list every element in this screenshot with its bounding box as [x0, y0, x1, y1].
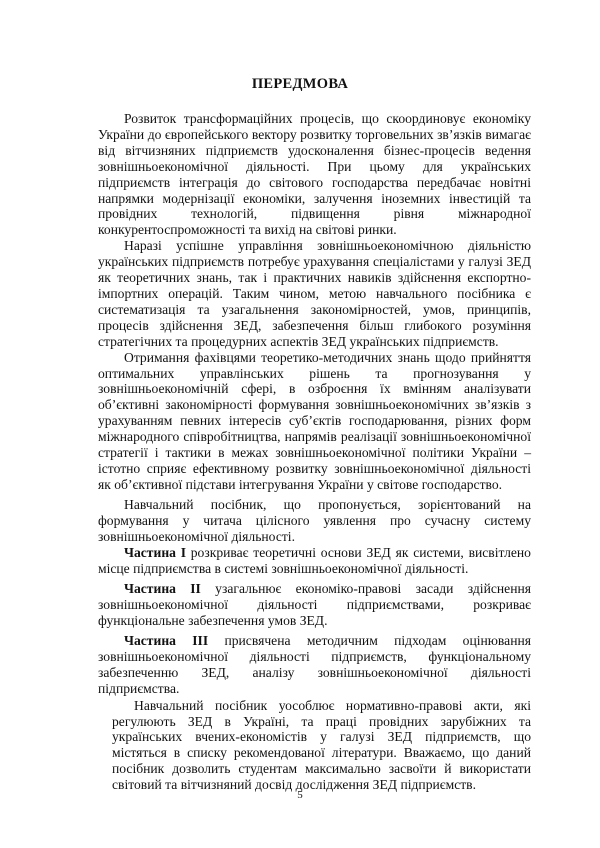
- paragraph-literature: Навчальний посібник уособлює нормативно-правові акти, які регулюють ЗЕД в Україні, та праці провідних зарубіжних та українських вчених-економістів у галузі ЗЕД підприємств, що містяться в списку рекомендованої літератури. Вважаємо, що даний посібник дозволить студентам максимально засвоїти й використати світовий та вітчизняний досвід дослідження ЗЕД підприємств.: [112, 697, 531, 793]
- preface-body: [98, 111, 531, 793]
- part-1-text: розкриває теоретичні основи ЗЕД як системи, висвітлено місце підприємства в системі зовнішньоекономічної діяльності.: [98, 545, 531, 577]
- paragraph-part-2: [98, 581, 531, 629]
- page-number: 5: [297, 789, 303, 801]
- paragraph-management: Наразі успішне управління зовнішньоекономічною діяльністю українських підприємств потребує урахування спеціалістами у галузі ЗЕД як теоретичних знань, так і практичних навиків здійснення експортно-імпортних операцій. Таким чином, метою навчального посібника є систематизація та узагальнення закономірностей, умов, принципів, процесів здійснення ЗЕД, забезпечення більш глибокого розуміння стратегічних та процедурних аспектів ЗЕД українських підприємств.: [98, 238, 531, 349]
- paragraph-part-1: [98, 545, 531, 577]
- paragraph-knowledge: Отримання фахівцями теоретико-методичних знань щодо прийняття оптимальних управлінських рішень та прогнозування у зовнішньоекономічній сфері, в озброєння їх вмінням аналізувати об’єктивні закономірності формування зовнішньоекономічних зв’язків з урахуванням певних інтересів суб’єктів господарювання, різних форм міжнародного співробітництва, напрямів реалізації зовнішньоекономічної стратегії і тактики в межах зовнішньоекономічної політики України – істотно сприяє ефективному розвитку зовнішньоекономічної діяльності як об’єктивної підстави інтегрування України у світове господарство.: [98, 349, 531, 492]
- paragraph-purpose: Навчальний посібник, що пропонується, зорієнтований на формування у читача цілісного уявлення про сучасну систему зовнішньоекономічної діяльності.: [98, 496, 531, 544]
- paragraph-part-3: [98, 633, 531, 697]
- part-1-label: Частина І: [124, 545, 186, 561]
- page-title: ПЕРЕДМОВА: [251, 76, 349, 92]
- part-3-label: Частина ІІІ: [124, 633, 209, 648]
- paragraph-intro: Розвиток трансформаційних процесів, що скоординовує економіку України до європейського вектору розвитку торговельних зв’язків вимагає від вітчизняних підприємств удосконалення бізнес-процесів ведення зовнішньоекономічної діяльності. При цьому для українських підприємств інтеграція до світового господарства передбачає новітні напрямки модернізації економіки, залучення іноземних інвестицій та провідних технологій, підвищення рівня міжнародної конкурентоспроможності та вихід на світові ринки.: [98, 111, 531, 238]
- part-2-label: Частина ІІ: [124, 581, 201, 597]
- part-2-text: узагальнює економіко-правові засади здійснення зовнішньоекономічної діяльності підприємствами, розкриває функціональне забезпечення умов ЗЕД.: [98, 581, 531, 629]
- part-3-text: присвячена методичним підходам оцінювання зовнішньоекономічної діяльності підприємств, функціональному забезпеченню ЗЕД, аналізу зовнішньоекономічної діяльності підприємства.: [98, 633, 531, 696]
